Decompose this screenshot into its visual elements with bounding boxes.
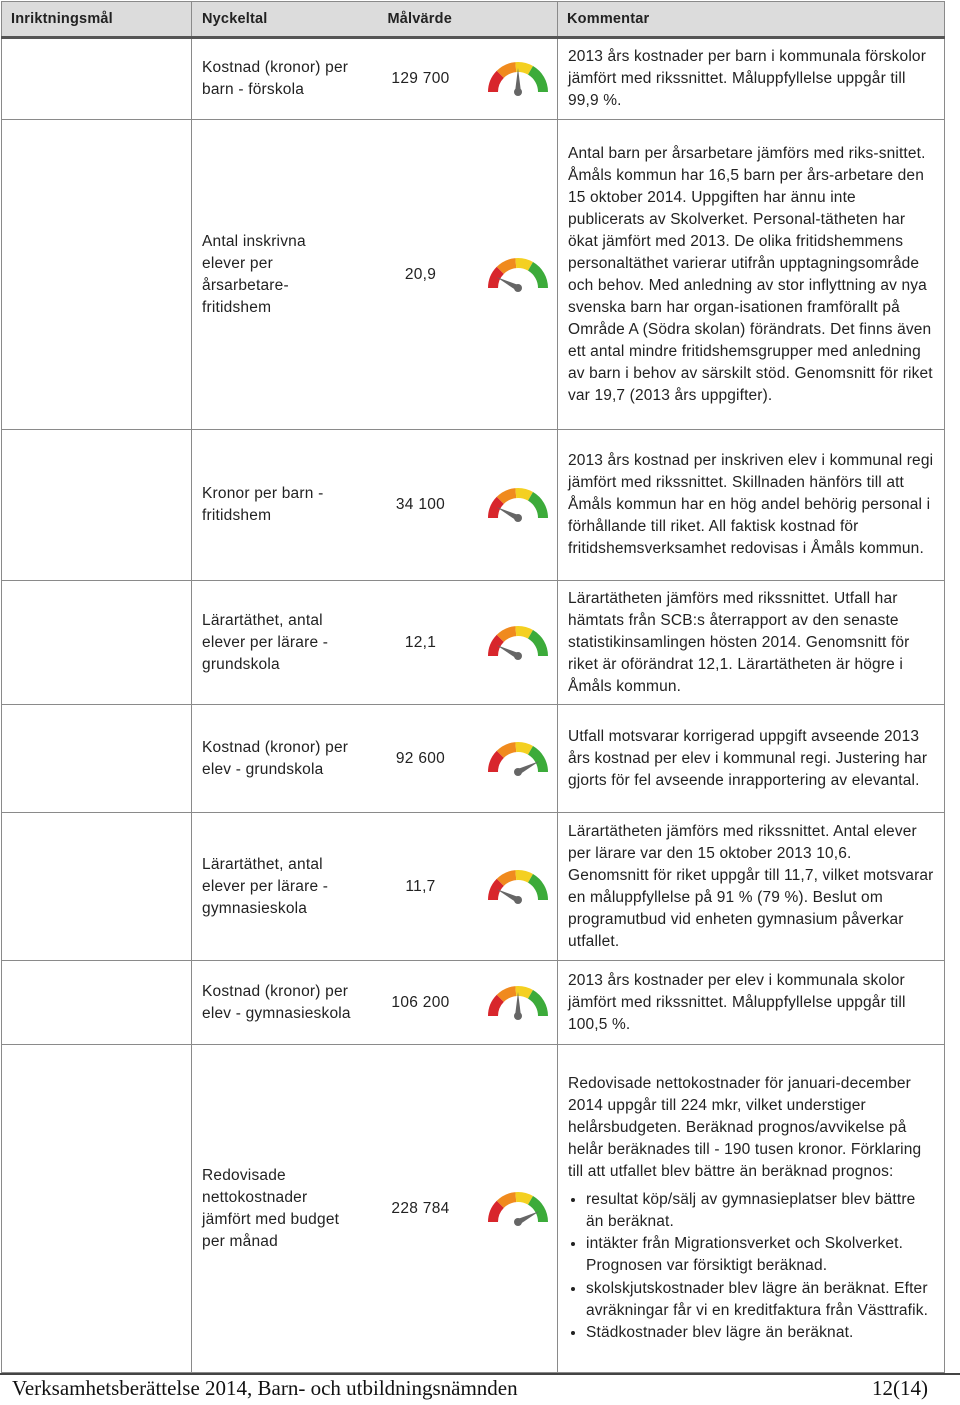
comment-cell <box>558 961 945 1045</box>
footer-divider <box>0 1373 960 1375</box>
target-cell <box>366 813 558 961</box>
comment-cell <box>558 581 945 705</box>
gauge-icon <box>484 484 552 526</box>
gauge-icon <box>484 622 552 664</box>
goal-cell <box>2 430 192 581</box>
gauge-icon <box>484 58 552 100</box>
comment-text: 2013 års kostnader per barn i kommunala förskolor jämfört med rikssnittet. Måluppfyllelse uppgår till 99,9 %. <box>568 48 926 109</box>
indicator-cell <box>192 120 366 430</box>
target-value: 129 700 <box>391 70 450 87</box>
comment-text: 2013 års kostnader per elev i kommunala skolor jämfört med rikssnittet. Måluppfyllelse uppgår till 100,5 %. <box>568 971 906 1033</box>
gauge-hub <box>514 896 522 904</box>
footer-page-number: 12(14) <box>872 1376 928 1400</box>
indicator-cell <box>192 705 366 813</box>
gauge-segment <box>528 874 548 900</box>
target-value: 106 200 <box>391 993 450 1011</box>
header-comment: Kommentar <box>558 2 945 38</box>
target-cell <box>366 1045 558 1373</box>
gauge-icon <box>484 982 552 1024</box>
table-row <box>2 581 945 705</box>
comment-bullet-item: • resultat köp/sälj av gymnasieplatser blev bättre än beräknat. <box>586 1189 936 1233</box>
gauge-hub <box>514 652 522 660</box>
comment-text: Redovisade nettokostnader för januari-december 2014 uppgår till 224 mkr, vilket understiger helårsbudgeten. Beräknad prognos/avvikelse på helår beräknades till - 190 tusen kronor. Förklaring till att utfallet blev bättre än beräknad prognos: <box>568 1074 922 1180</box>
indicator-label: Kronor per barn - fritidshem <box>202 485 324 524</box>
gauge-hub <box>514 514 522 522</box>
target-cell <box>366 961 558 1045</box>
indicator-label: Kostnad (kronor) per elev - grundskola <box>202 738 349 778</box>
comment-cell <box>558 705 945 813</box>
goal-cell <box>2 961 192 1045</box>
comment-text: Lärartätheten jämförs med rikssnittet. Antal elever per lärare var den 15 oktober 2013 10,6. Genomsnitt för riket uppgår till 11,7, vilket motsvarar en måluppfyllelse på 91 % (79 %). Beslut om programutbud vid enheten gymnasium påverkar utfallet. <box>568 822 934 950</box>
target-cell <box>366 581 558 705</box>
comment-bullet-item: • skolskjutskostnader blev lägre än beräknat. Efter avräkningar får vi en kreditfaktura från Västtrafik. <box>586 1278 936 1322</box>
target-value: 12,1 <box>404 633 437 651</box>
comment-cell <box>558 1045 945 1373</box>
target-cell <box>366 430 558 581</box>
gauge-segment <box>528 492 548 518</box>
indicator-label: Kostnad (kronor) per elev - gymnasieskola <box>202 982 351 1022</box>
indicator-label: Lärartäthet, antal elever per lärare - gymnasieskola <box>202 855 329 917</box>
header-indicator: Nyckeltal <box>192 2 366 38</box>
goal-cell <box>2 120 192 430</box>
indicator-table <box>1 1 945 1373</box>
comment-bullet-list <box>568 1189 936 1345</box>
target-cell <box>366 120 558 430</box>
gauge-icon <box>484 738 552 780</box>
comment-text: Antal barn per årsarbetare jämförs med riks-snittet. Åmåls kommun har 16,5 barn per års-arbetare den 15 oktober 2014. Uppgiften har ännu inte publicerats av Skolverket. Personal-tätheten har ökat jämfört med 2013. De olika fritidshemmens personaltäthet varierar utifrån upptagningsområde och behov. Med anledning av stor inflyttning av nya svenska barn har organ-isationen framförallt på Område A (Södra skolan) förändrats. Det finns även ett antal mindre fritidshemsgrupper med anledning av barn i behov av särskilt stöd. Genomsnitt för riket var 19,7 (2013 års uppgifter). <box>568 144 933 404</box>
comment-bullet-item: • intäkter från Migrationsverket och Skolverket. Prognosen var försiktigt beräknad. <box>586 1233 936 1277</box>
target-value: 228 784 <box>391 1199 450 1217</box>
table-row <box>2 120 945 430</box>
indicator-cell <box>192 430 366 581</box>
indicator-cell <box>192 581 366 705</box>
indicator-cell <box>192 813 366 961</box>
gauge-segment <box>528 746 548 772</box>
indicator-label: Redovisade nettokostnader jämfört med budget per månad <box>202 1166 340 1250</box>
goal-cell <box>2 813 192 961</box>
target-cell <box>366 705 558 813</box>
header-goal: Inriktningsmål <box>2 2 192 38</box>
footer-title: Verksamhetsberättelse 2014, Barn- och utbildningsnämnden <box>12 1376 518 1400</box>
gauge-icon <box>484 254 552 296</box>
gauge-hub <box>514 1012 522 1020</box>
comment-text: Utfall motsvarar korrigerad uppgift avseende 2013 års kostnad per elev i kommunal regi. Justering har gjorts för fel avseende inrapportering av elevantal. <box>568 727 928 789</box>
goal-cell <box>2 581 192 705</box>
header-target-label: Målvärde <box>387 11 452 27</box>
indicator-cell <box>192 1045 366 1373</box>
gauge-hub <box>514 284 522 292</box>
indicator-label: Kostnad (kronor) per barn - förskola <box>202 59 349 98</box>
gauge-segment <box>528 990 548 1016</box>
header-target <box>366 2 558 38</box>
gauge-icon <box>484 866 552 908</box>
gauge-hub <box>514 768 522 776</box>
table-header-row <box>2 2 945 38</box>
target-value: 20,9 <box>404 265 437 283</box>
gauge-icon <box>484 1188 552 1230</box>
gauge-hub <box>514 1218 522 1226</box>
comment-cell <box>558 430 945 581</box>
comment-bullet-item: • Städkostnader blev lägre än beräknat. <box>586 1322 936 1344</box>
indicator-label: Antal inskrivna elever per årsarbetare- fritidshem <box>202 232 306 316</box>
comment-cell <box>558 120 945 430</box>
table-row <box>2 705 945 813</box>
table-row <box>2 430 945 581</box>
comment-cell <box>558 813 945 961</box>
comment-text: Lärartätheten jämförs med rikssnittet. Utfall har hämtats från SCB:s återrapport av den senaste statistikinsamlingen hösten 2014. Genomsnitt för riket är oförändrat 12,1. Lärartätheten är högre i Åmåls kommun. <box>568 589 910 695</box>
goal-cell <box>2 38 192 120</box>
comment-text: 2013 års kostnad per inskriven elev i kommunal regi jämfört med rikssnittet. Skillnaden hänförs till att Åmåls kommun har en hög andel behörig personal i förhållande till riket. All faktisk kostnad för fritidshemsverksamhet redovisas i Åmåls kommun. <box>568 452 934 557</box>
indicator-cell <box>192 961 366 1045</box>
gauge-segment <box>528 1196 548 1222</box>
target-value: 34 100 <box>395 496 446 513</box>
indicator-label: Lärartäthet, antal elever per lärare - grundskola <box>202 611 329 673</box>
gauge-segment <box>528 630 548 656</box>
target-value: 11,7 <box>405 877 436 895</box>
table-row <box>2 813 945 961</box>
gauge-segment <box>528 262 548 288</box>
goal-cell <box>2 705 192 813</box>
table-row <box>2 961 945 1045</box>
gauge-segment <box>528 66 548 92</box>
target-cell <box>366 38 558 120</box>
table-row <box>2 38 945 120</box>
target-value: 92 600 <box>395 749 446 767</box>
table-row <box>2 1045 945 1373</box>
table-body <box>2 38 945 1373</box>
comment-cell <box>558 38 945 120</box>
indicator-cell <box>192 38 366 120</box>
gauge-hub <box>514 88 522 96</box>
goal-cell <box>2 1045 192 1373</box>
